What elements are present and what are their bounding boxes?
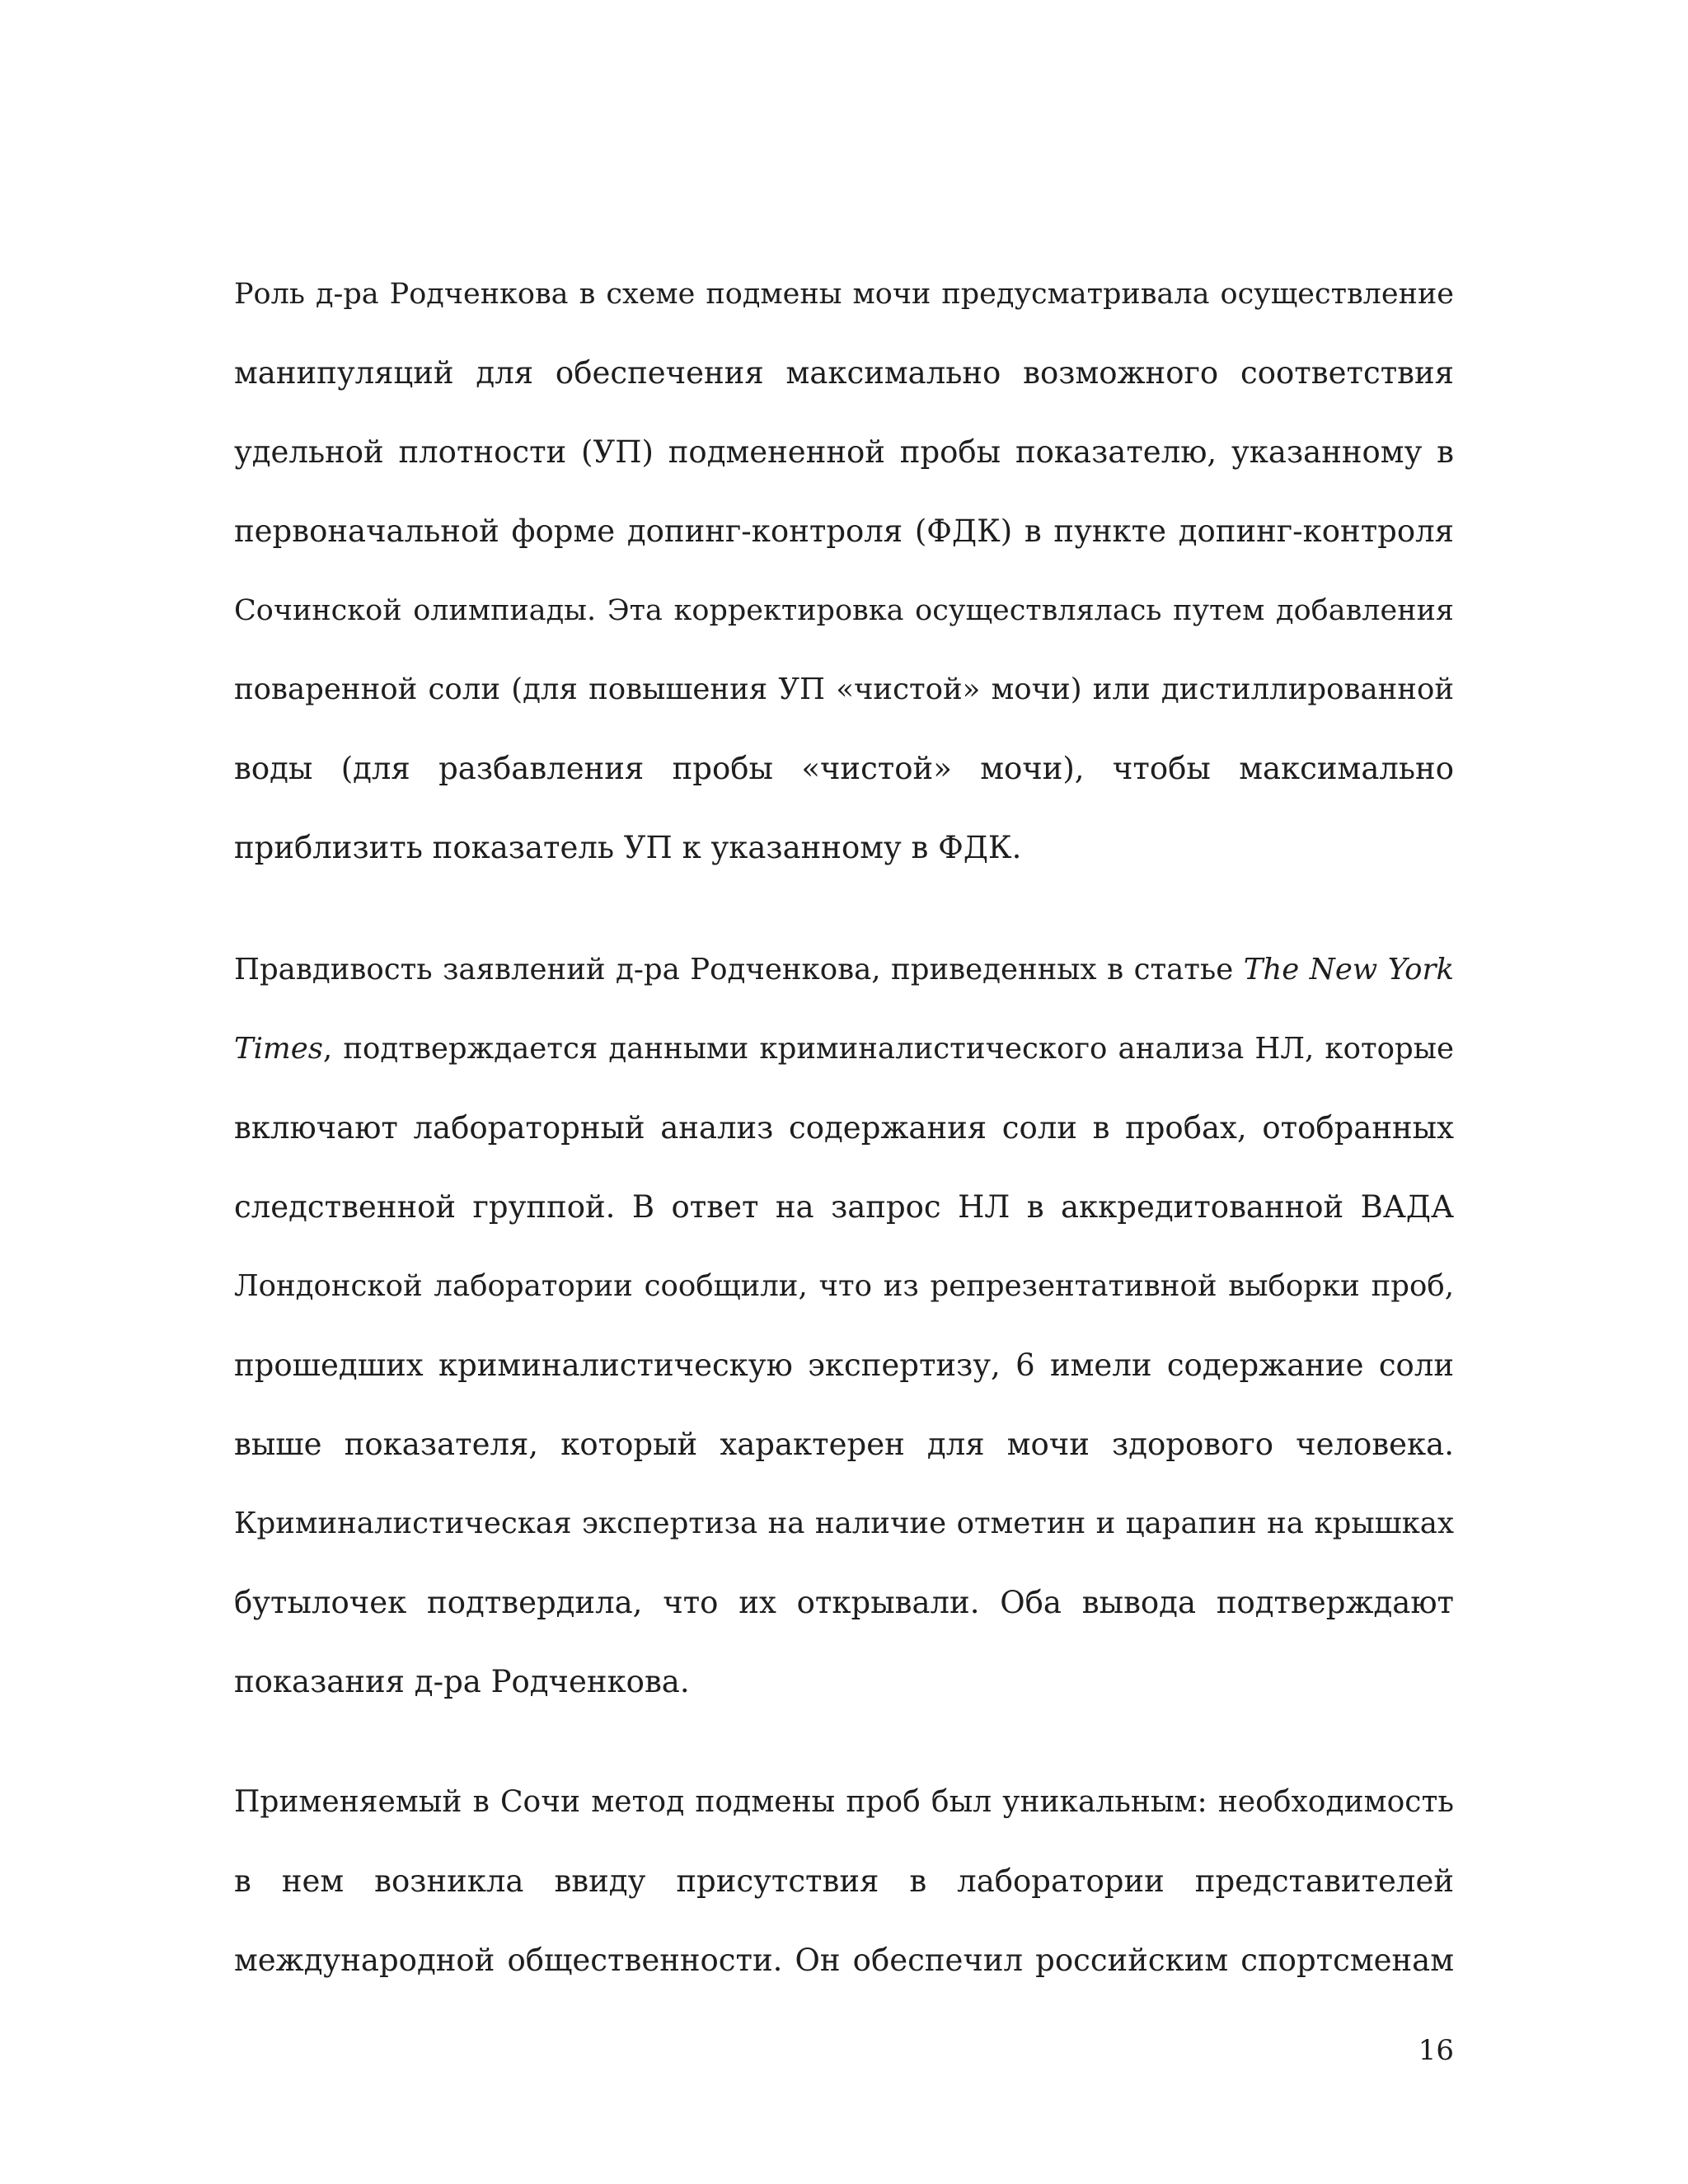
text-span: включают лабораторный анализ содержания соли в пробах, отобранных [234,1110,1454,1146]
paragraph-sochi-method [234,1782,1454,2019]
text-span: манипуляций для обеспечения максимально возможного соответствия [234,355,1454,391]
text-span: , подтверждается данными криминалистического анализа НЛ, которые [322,1032,1454,1066]
text-span: Правдивость заявлений д-ра Родченкова, приведенных в статье [234,953,1244,987]
text-line [234,1940,1454,2019]
text-line [234,1782,1454,1861]
text-span: Криминалистическая экспертиза на наличие отметин и царапин на крышках [234,1507,1454,1540]
text-line [234,353,1454,432]
text-span: Лондонской лаборатории сообщили, что из репрезентативной выборки проб, [234,1269,1454,1303]
text-line [234,669,1454,748]
text-line [234,949,1454,1029]
text-line [234,1187,1454,1266]
text-span: следственной группой. В ответ на запрос НЛ в аккредитованной ВАДА [234,1189,1454,1225]
text-span: удельной плотности (УП) подмененной пробы показателю, указанному в [234,434,1454,470]
text-span: выше показателя, который характерен для мочи здорового человека. [234,1427,1454,1462]
page-number: 16 [1418,2034,1454,2067]
text-line [234,1108,1454,1187]
text-span: воды (для разбавления пробы «чистой» мочи), чтобы максимально [234,751,1454,786]
text-span: бутылочек подтвердила, что их открывали. Оба вывода подтверждают [234,1585,1454,1620]
text-line [234,1424,1454,1503]
paragraph-forensic-analysis [234,949,1454,1741]
text-line [234,1029,1454,1108]
text-line [234,511,1454,590]
text-span: приблизить показатель УП к указанному в ФДК. [234,830,1022,865]
text-line [234,748,1454,827]
newspaper-title-italic: The New York [1243,953,1454,987]
text-line [234,1661,1454,1741]
text-span: Применяемый в Сочи метод подмены проб был уникальным: необходимость [234,1785,1454,1819]
text-span: Роль д-ра Родченкова в схеме подмены мочи предусматривала осуществление [234,278,1454,311]
text-line [234,1266,1454,1345]
text-span: в нем возникла ввиду присутствия в лаборатории представителей [234,1863,1454,1899]
text-line [234,1582,1454,1661]
text-line [234,274,1454,353]
text-span: показания д-ра Родченкова. [234,1664,690,1699]
text-span: поваренной соли (для повышения УП «чистой» мочи) или дистиллированной [234,673,1454,706]
newspaper-title-italic: Times [234,1032,323,1066]
text-line [234,1345,1454,1424]
text-span: прошедших криминалистическую экспертизу, 6 имели содержание соли [234,1347,1454,1383]
text-line [234,1503,1454,1582]
text-span: Сочинской олимпиады. Эта корректировка осуществлялась путем добавления [234,594,1454,627]
text-span: международной общественности. Он обеспечил российским спортсменам [234,1943,1454,1978]
text-line [234,590,1454,669]
text-line [234,827,1454,907]
text-line [234,432,1454,511]
paragraph-sample-swapping-role [234,274,1454,907]
text-line [234,1861,1454,1940]
text-span: первоначальной форме допинг-контроля (ФДК) в пункте допинг-контроля [234,513,1454,549]
